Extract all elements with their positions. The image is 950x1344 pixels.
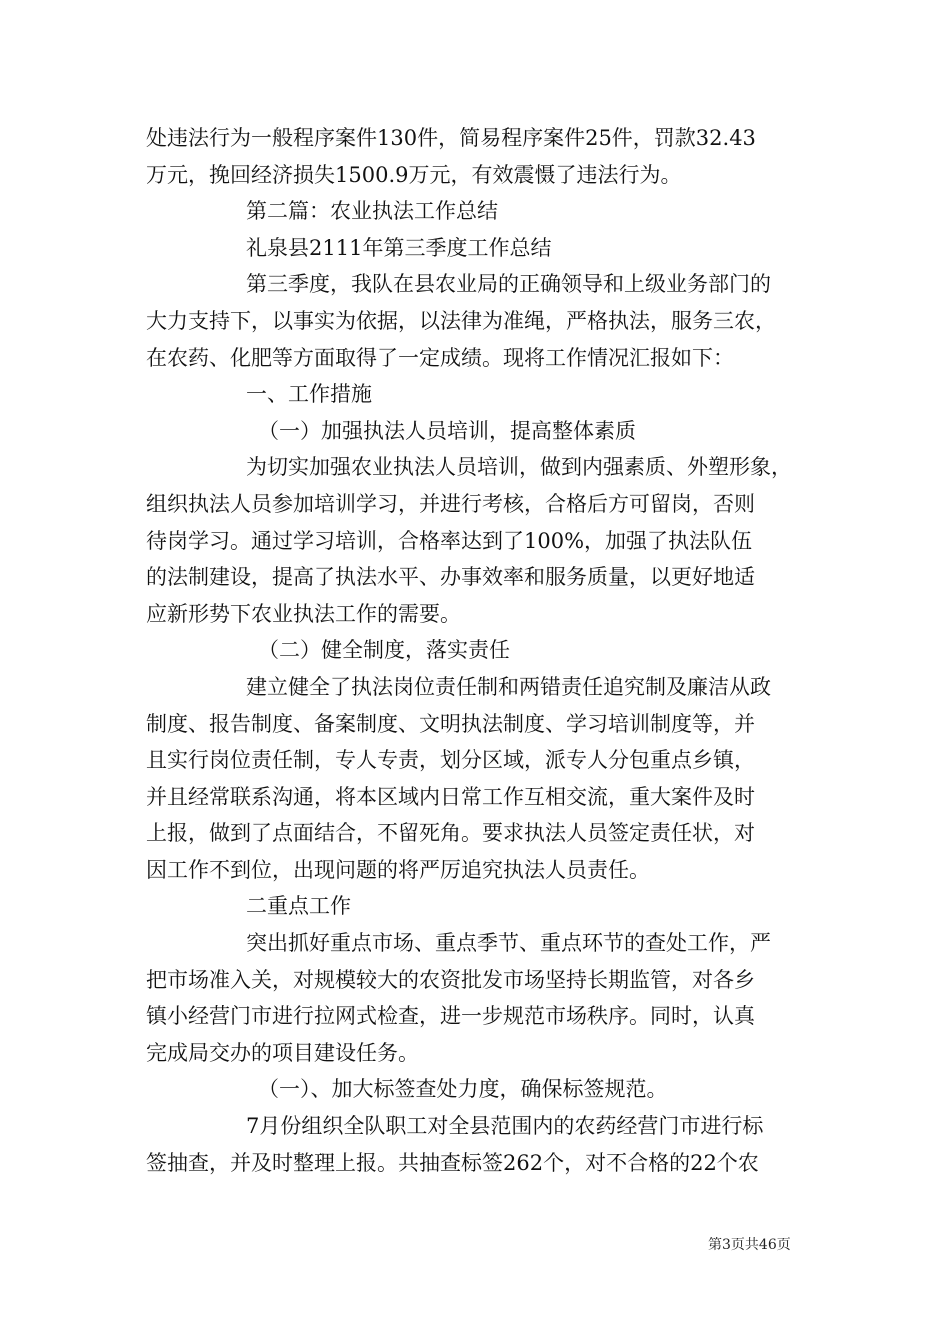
page-number: 第3页共46页 [708, 1237, 791, 1253]
text-line: 应新形势下农业执法工作的需要。 [146, 601, 461, 626]
subsection-heading: （二）健全制度，落实责任 [258, 638, 510, 663]
text-line: 突出抓好重点市场、重点季节、重点环节的查处工作，严 [246, 931, 771, 956]
document-body [146, 120, 810, 1181]
text-line: 处违法行为一般程序案件130件，简易程序案件25件，罚款32.43 [146, 126, 756, 150]
text-line: 签抽查，并及时整理上报。共抽查标签262个，对不合格的22个农 [146, 1150, 759, 1175]
text-line: 为切实加强农业执法人员培训，做到内强素质、外塑形象， [246, 455, 792, 480]
text-line: 万元，挽回经济损失1500.9万元，有效震慑了违法行为。 [146, 162, 682, 187]
text-line: 的法制建设，提高了执法水平、办事效率和服务质量，以更好地适 [146, 565, 755, 590]
section-heading: 第二篇：农业执法工作总结 [246, 199, 498, 224]
text-line: 完成局交办的项目建设任务。 [146, 1040, 419, 1065]
subsection-heading: 二重点工作 [246, 894, 351, 919]
section-subtitle: 礼泉县2111年第三季度工作总结 [246, 235, 552, 260]
text-line: 把市场准入关，对规模较大的农资批发市场坚持长期监管，对各乡 [146, 967, 755, 992]
text-line: 因工作不到位，出现问题的将严厉追究执法人员责任。 [146, 857, 650, 882]
text-line: 大力支持下，以事实为依据，以法律为准绳，严格执法，服务三农， [146, 308, 776, 333]
text-line: 并且经常联系沟通，将本区域内日常工作互相交流，重大案件及时 [146, 784, 755, 809]
text-line: 镇小经营门市进行拉网式检查，进一步规范市场秩序。同时，认真 [146, 1004, 755, 1029]
text-line: 制度、报告制度、备案制度、文明执法制度、学习培训制度等，并 [146, 711, 755, 736]
text-line: 在农药、化肥等方面取得了一定成绩。现将工作情况汇报如下： [146, 345, 734, 370]
text-line: 组织执法人员参加培训学习，并进行考核，合格后方可留岗，否则 [146, 491, 755, 516]
text-line: 7月份组织全队职工对全县范围内的农药经营门市进行标 [246, 1114, 764, 1139]
text-line: 建立健全了执法岗位责任制和两错责任追究制及廉洁从政 [246, 674, 771, 699]
text-line: 上报，做到了点面结合，不留死角。要求执法人员签定责任状，对 [146, 821, 755, 846]
subsection-heading: （一）加强执法人员培训，提高整体素质 [258, 418, 636, 443]
text-line: 待岗学习。通过学习培训，合格率达到了100%，加强了执法队伍 [146, 528, 753, 553]
subsection-heading: 一、工作措施 [246, 382, 372, 407]
subsection-heading: （一）、加大标签查处力度，确保标签规范。 [258, 1077, 668, 1102]
text-line: 且实行岗位责任制，专人专责，划分区域，派专人分包重点乡镇， [146, 748, 755, 773]
text-line: 第三季度，我队在县农业局的正确领导和上级业务部门的 [246, 272, 771, 297]
